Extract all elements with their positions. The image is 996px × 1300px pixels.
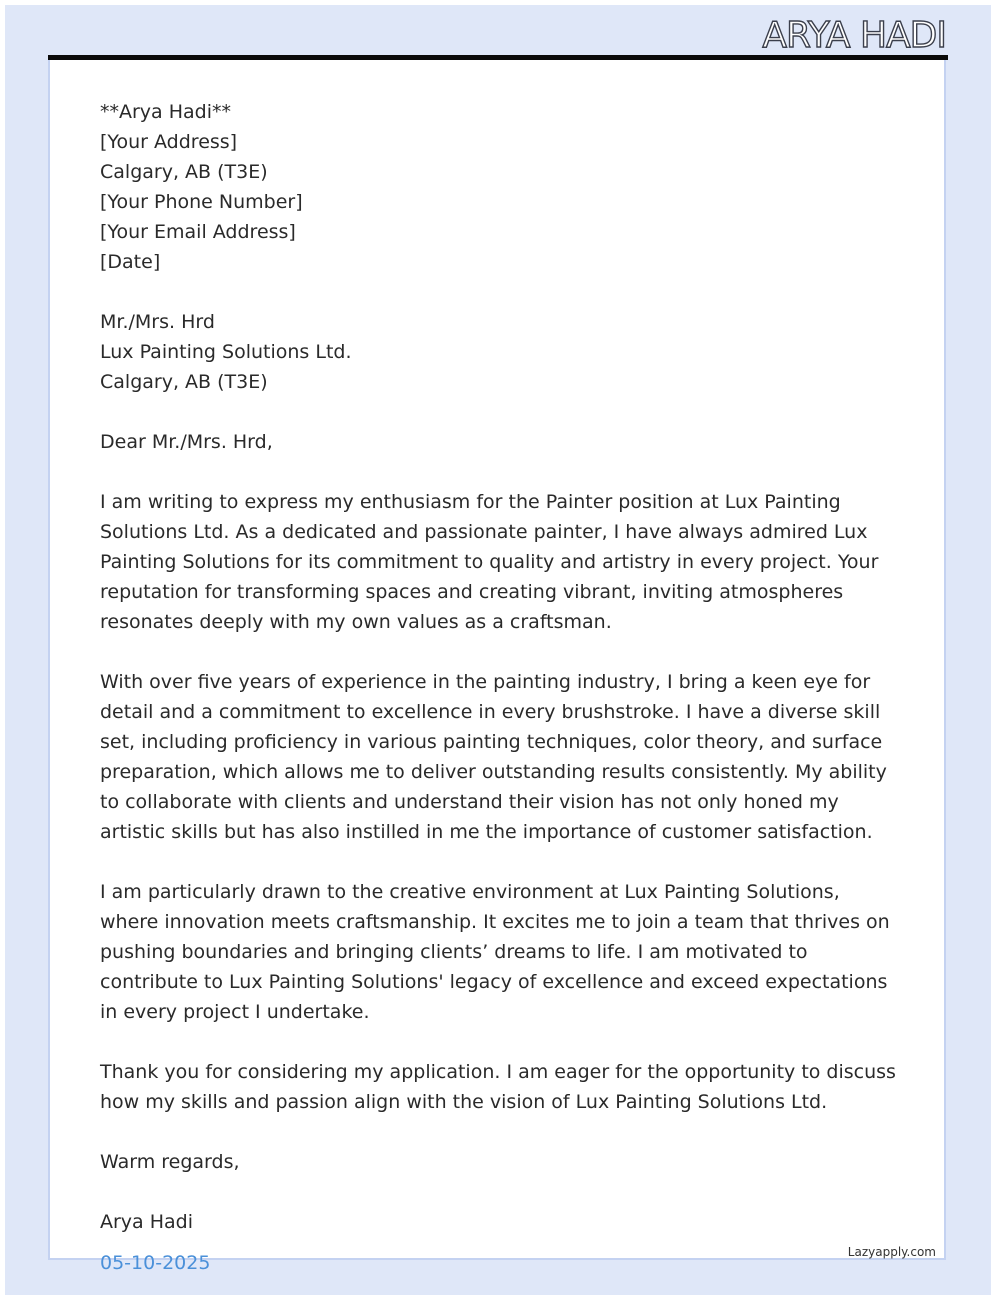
sender-city: Calgary, AB (T3E) xyxy=(100,161,268,183)
sender-email: [Your Email Address] xyxy=(100,221,296,243)
letter-body xyxy=(100,97,900,1267)
sender-date: [Date] xyxy=(100,251,161,273)
sender-name: **Arya Hadi** xyxy=(100,101,232,123)
body-paragraph: I am particularly drawn to the creative environment at Lux Painting Solutions, where innovation meets craftsmanship. It excites me to join a team that thrives on pushing boundaries and bringing clients’ dreams to life. I am motivated to contribute to Lux Painting Solutions' legacy of excellence and exceed expectations in every project I undertake. xyxy=(100,881,890,1023)
sender-address: [Your Address] xyxy=(100,131,238,153)
recipient-company: Lux Painting Solutions Ltd. xyxy=(100,341,352,363)
brand-link[interactable]: Lazyapply.com xyxy=(847,1245,936,1259)
closing: Warm regards, xyxy=(100,1151,240,1173)
body-paragraph: I am writing to express my enthusiasm for the Painter position at Lux Painting Solutions Ltd. As a dedicated and passionate painter, I have always admired Lux Painting Solutions for its commitment to quality and artistry in every project. Your reputation for transforming spaces and creating vibrant, inviting atmospheres resonates deeply with my own values as a craftsman. xyxy=(100,491,879,633)
recipient-city: Calgary, AB (T3E) xyxy=(100,371,268,393)
body-paragraph: With over five years of experience in the painting industry, I bring a keen eye for detail and a commitment to excellence in every brushstroke. I have a diverse skill set, including proficiency in various painting techniques, color theory, and surface preparation, which allows me to deliver outstanding results consistently. My ability to collaborate with clients and understand their vision has not only honed my artistic skills but has also instilled in me the importance of customer satisfaction. xyxy=(100,671,887,843)
footer-date: 05-10-2025 xyxy=(100,1252,211,1274)
sender-block xyxy=(100,97,900,277)
header-name: ARYA HADI xyxy=(762,15,946,56)
salutation: Dear Mr./Mrs. Hrd, xyxy=(100,431,273,453)
sender-phone: [Your Phone Number] xyxy=(100,191,303,213)
signature: Arya Hadi xyxy=(100,1211,194,1233)
recipient-name: Mr./Mrs. Hrd xyxy=(100,311,215,333)
body-paragraph: Thank you for considering my application. I am eager for the opportunity to discuss how my skills and passion align with the vision of Lux Painting Solutions Ltd. xyxy=(100,1061,896,1113)
recipient-block xyxy=(100,307,900,397)
